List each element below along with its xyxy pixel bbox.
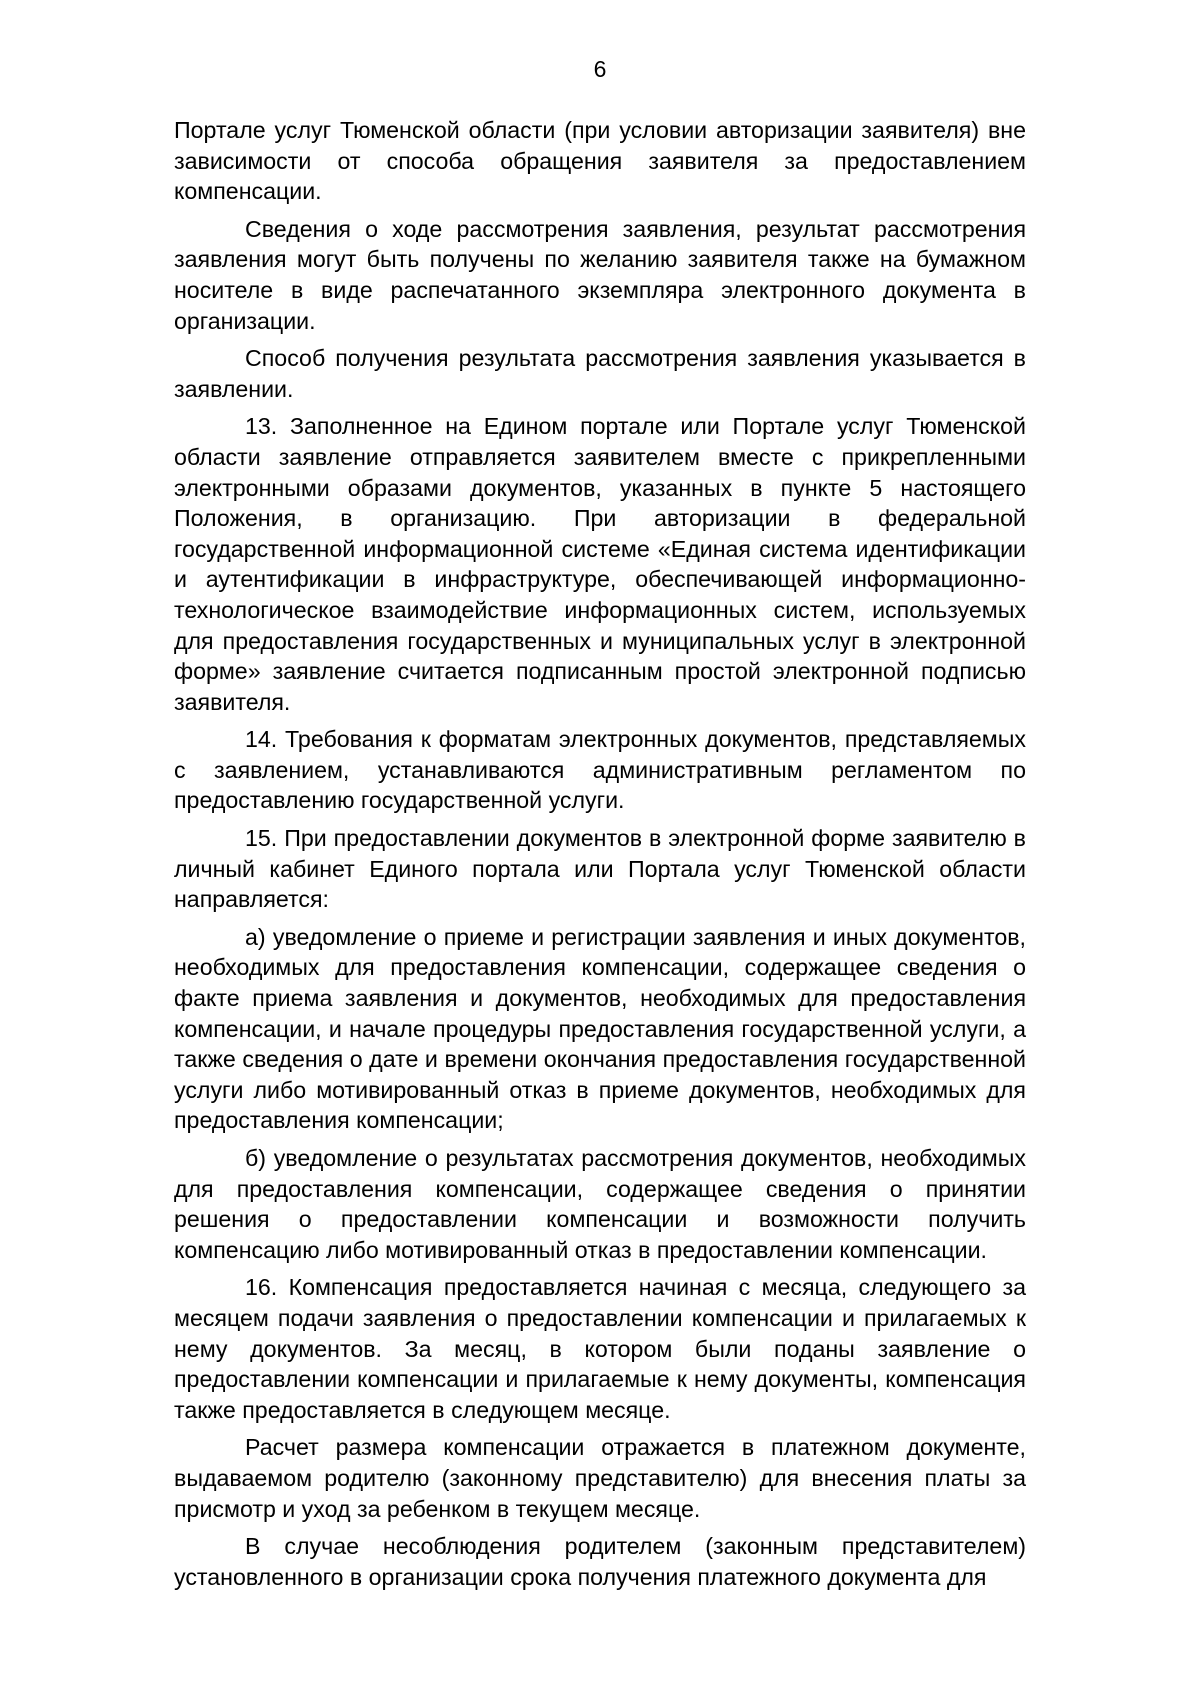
page-number: 6 bbox=[593, 56, 607, 82]
paragraph-15b: б) уведомление о результатах рассмотрения документов, необходимых для предоставления компенсации, содержащее сведения о принятии решения о предоставлении компенсации и возможности получить компенсацию либо мотивированный отказ в предоставлении компенсации. bbox=[174, 1145, 1026, 1263]
paragraph-noncompliance: В случае несоблюдения родителем (законным представителем) установленного в организации срока получения платежного документа для bbox=[174, 1533, 1026, 1590]
paragraph-result-method: Способ получения результата рассмотрения заявления указывается в заявлении. bbox=[174, 345, 1026, 402]
paragraph-13: 13. Заполненное на Едином портале или Портале услуг Тюменской области заявление отправляется заявителем вместе с прикрепленными электронными образами документов, указанных в пункте 5 настоящего Положения, в организацию. При авторизации в федеральной государственной информационной системе «Единая система идентификации и аутентификации в инфраструктуре, обеспечивающей информационно-технологическое взаимодействие информационных систем, используемых для предоставления государственных и муниципальных услуг в электронной форме» заявление считается подписанным простой электронной подписью заявителя. bbox=[174, 413, 1026, 715]
paragraph-continuation: Портале услуг Тюменской области (при условии авторизации заявителя) вне зависимости от способа обращения заявителя за предоставлением компенсации. bbox=[174, 117, 1026, 205]
paragraph-16: 16. Компенсация предоставляется начиная с месяца, следующего за месяцем подачи заявления о предоставлении компенсации и прилагаемых к нему документов. За месяц, в котором были поданы заявление о предоставлении компенсации и прилагаемые к нему документы, компенсация также предоставляется в следующем месяце. bbox=[174, 1274, 1026, 1423]
paragraph-status-info: Сведения о ходе рассмотрения заявления, результат рассмотрения заявления могут быть получены по желанию заявителя также на бумажном носителе в виде распечатанного экземпляра электронного документа в организации. bbox=[174, 215, 1026, 334]
document-body bbox=[174, 115, 1026, 1599]
paragraph-15a: а) уведомление о приеме и регистрации заявления и иных документов, необходимых для предоставления компенсации, содержащее сведения о факте приема заявления и документов, необходимых для предоставления компенсации, и начале процедуры предоставления государственной услуги, а также сведения о дате и времени окончания предоставления государственной услуги либо мотивированный отказ в приеме документов, необходимых для предоставления компенсации; bbox=[174, 923, 1026, 1134]
paragraph-14: 14. Требования к форматам электронных документов, представляемых с заявлением, устанавливаются административным регламентом по предоставлению государственной услуги. bbox=[174, 726, 1026, 814]
paragraph-15: 15. При предоставлении документов в электронной форме заявителю в личный кабинет Единого портала или Портала услуг Тюменской области направляется: bbox=[174, 825, 1026, 913]
paragraph-calculation: Расчет размера компенсации отражается в платежном документе, выдаваемом родителю (законному представителю) для внесения платы за присмотр и уход за ребенком в текущем месяце. bbox=[174, 1434, 1026, 1522]
